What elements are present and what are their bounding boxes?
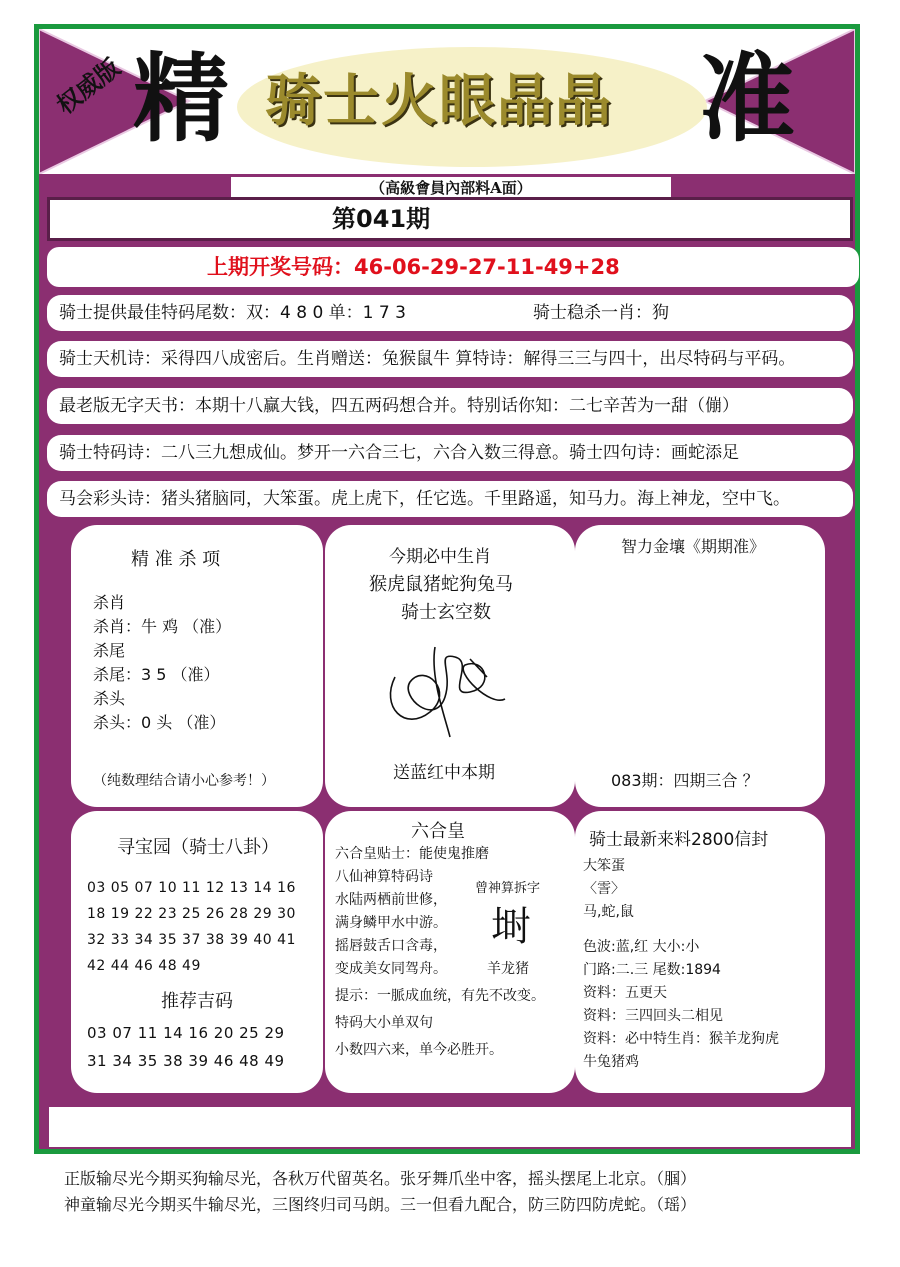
god-zodiac: 羊龙猪	[487, 961, 529, 977]
header	[39, 29, 855, 174]
zodiac-line1: 今期必中生肖	[389, 547, 491, 567]
number-row: 42 44 46 48 49	[87, 958, 201, 974]
latest-line: 色波:蓝,红 大小:小	[583, 939, 700, 955]
number-row: 32 33 34 35 37 38 39 40 41	[87, 932, 296, 948]
god-title: 曾神算拆字	[475, 881, 541, 896]
last-draw-result: 上期开奖号码：46-06-29-27-11-49+28	[47, 247, 859, 287]
number-row: 03 07 11 14 16 20 25 29	[87, 1024, 285, 1042]
hint-line: 小数四六来，单今必胜开。	[335, 1042, 503, 1058]
hint-line: 特码大小单双句	[335, 1015, 433, 1031]
tail-numbers: 骑士提供最佳特码尾数：双：4 8 0 单：1 7 3	[59, 303, 406, 323]
wisdom-title: 智力金壤《期期准》	[621, 537, 766, 556]
kill-line: 杀尾	[93, 641, 126, 660]
liuhe-panel	[325, 811, 575, 1093]
poem-row-2: 最老版无字天书：本期十八赢大钱，四五两码想合并。特别话你知：二七辛苦为一甜（傰）	[47, 388, 853, 424]
wisdom-bottom: 083期：四期三合 ？	[611, 771, 759, 790]
latest-line: 〈霅〉	[583, 881, 625, 897]
number-row: 31 34 35 38 39 46 48 49	[87, 1052, 285, 1070]
kill-note: （纯数理结合请小心参考！）	[93, 773, 275, 789]
recommend-numbers	[87, 1019, 285, 1075]
liuhe-line: 变成美女同驾舟。	[335, 961, 447, 977]
title-main: 骑士火眼晶晶	[265, 68, 613, 134]
hint-line: 提示：一脈成血统，有先不改变。	[335, 988, 545, 1004]
title-left-char: 精	[133, 42, 229, 155]
latest-line: 马,蛇,鼠	[583, 904, 634, 920]
kill-line: 杀尾：3 5 （准）	[93, 665, 220, 684]
latest-line: 资料：五更天	[583, 985, 667, 1001]
number-row: 03 05 07 10 11 12 13 14 16	[87, 880, 296, 896]
footer-line-2: 神童输尽光今期买牛输尽光，三图终归司马朗。三一但看九配合，防三防四防虎蛇。（瑶）	[64, 1195, 697, 1214]
edition-label: 权威版	[50, 52, 126, 120]
zodiac-line2: 猴虎鼠猪蛇狗兔马	[369, 574, 513, 595]
liuhe-line: 八仙神算特码诗	[335, 869, 433, 885]
poem-row-1: 骑士天机诗：采得四八成密后。生肖赠送：兔猴鼠牛 算特诗：解得三三与四十，出尽特码与平码。	[47, 341, 853, 377]
latest-line: 资料：必中特生肖：猴羊龙狗虎	[583, 1031, 779, 1047]
latest-panel	[575, 811, 825, 1093]
recommend-title: 推荐吉码	[161, 991, 233, 1012]
kill-line: 杀头	[93, 689, 126, 708]
treasure-numbers	[87, 875, 296, 979]
latest-title: 骑士最新来料2800信封	[589, 830, 769, 850]
liuhe-poem	[335, 843, 489, 981]
liuhe-hint	[335, 983, 545, 1064]
footer-line-1: 正版输尽光今期买狗输尽光，各秋万代留英名。张牙舞爪坐中客，摇头摆尾上北京。（腘）	[64, 1169, 697, 1188]
liuhe-line: 水陆两栖前世修，	[335, 892, 447, 908]
latest-line: 资料：三四回头二相见	[583, 1008, 723, 1024]
treasure-title: 寻宝园（骑士八卦）	[117, 837, 279, 858]
poem-row-4: 马会彩头诗：猪头猪脑同，大笨蛋。虎上虎下，任它选。千里路遥，知马力。海上神龙，空中飞。	[47, 481, 853, 517]
kill-title: 精 准 杀 项	[131, 549, 221, 570]
god-char: 埘	[491, 904, 531, 950]
poster-frame	[34, 24, 860, 1154]
zodiac-bottom: 送蓝红中本期	[393, 763, 495, 783]
issue-number: 第041期	[47, 197, 853, 241]
treasure-panel	[71, 811, 323, 1093]
latest-line: 牛兔猪鸡	[583, 1054, 639, 1070]
liuhe-line: 摇唇鼓舌口含毒，	[335, 938, 447, 954]
zodiac-panel	[325, 525, 575, 807]
poem-row-3: 骑士特码诗：二八三九想成仙。梦开一六合三七，六合入数三得意。骑士四句诗：画蛇添足	[47, 435, 853, 471]
liuhe-line: 满身鳞甲水中游。	[335, 915, 447, 931]
liuhe-line: 六合皇贴士：能使鬼推磨	[335, 846, 489, 862]
liuhe-title: 六合皇	[411, 821, 465, 842]
number-row: 18 19 22 23 25 26 28 29 30	[87, 906, 296, 922]
member-note: （高級會員內部料A面）	[231, 177, 671, 199]
tail-row	[47, 295, 853, 331]
latest-line: 大笨蛋	[583, 858, 625, 874]
latest-line: 门路:二.三 尾数:1894	[583, 962, 721, 978]
kill-one-zodiac: 骑士稳杀一肖：狗	[533, 303, 669, 323]
title-right-char: 准	[699, 42, 795, 155]
latest-lines	[583, 855, 779, 1074]
kill-line: 杀肖	[93, 593, 126, 612]
kill-line: 杀肖：牛 鸡 （准）	[93, 617, 232, 636]
signature-scribble	[375, 637, 515, 747]
kill-panel	[71, 525, 323, 807]
wisdom-panel	[575, 525, 825, 807]
zodiac-line3: 骑士玄空数	[401, 602, 491, 623]
blank-bottom-box	[47, 1105, 853, 1149]
kill-line: 杀头：0 头 （准）	[93, 713, 226, 732]
latest-line	[583, 924, 779, 936]
